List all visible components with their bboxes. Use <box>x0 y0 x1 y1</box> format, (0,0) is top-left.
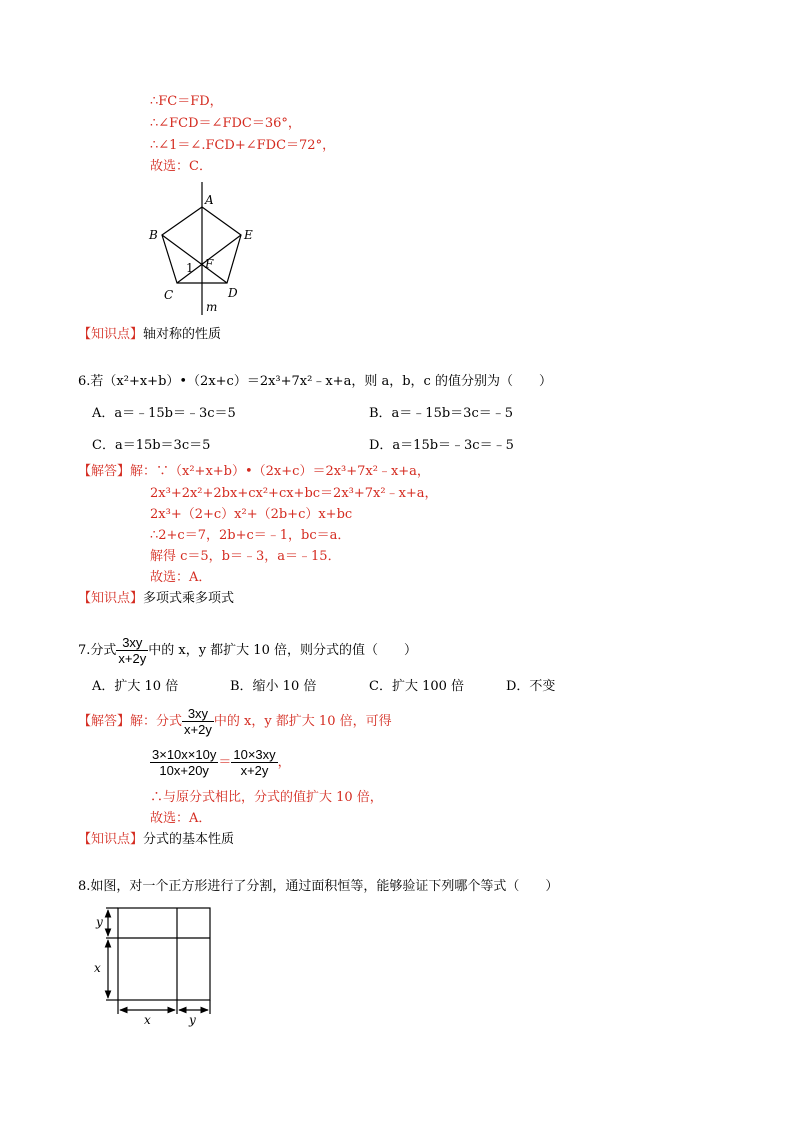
segment-bd <box>162 235 227 283</box>
sol5-line1: ∴FC＝FD， <box>150 94 223 109</box>
sol7-eq-left-fraction <box>150 747 218 778</box>
q7-stem <box>78 634 417 668</box>
q7-fraction-num: 3xy <box>116 635 148 651</box>
q6-option-c[interactable]: C．a＝15b＝3c＝5 <box>92 438 211 453</box>
q6-option-a[interactable]: A．a＝﹣15b＝﹣3c＝5 <box>92 406 236 421</box>
label-y-left: y <box>96 915 103 929</box>
q7-option-b[interactable]: B．缩小 10 倍 <box>230 679 317 694</box>
label-a: A <box>205 193 214 207</box>
sol7-tag: 【解答】 <box>78 714 131 729</box>
q6-stem: 6.若（x²+x+b）•（2x+c）＝2x³+7x²﹣x+a，则 a，b，c 的值分别为（ ） <box>78 374 552 389</box>
sol6-tag: 【解答】 <box>78 464 131 479</box>
kp7-text: 分式的基本性质 <box>143 832 235 847</box>
q7-fraction <box>116 635 148 666</box>
label-x-left: x <box>94 961 101 975</box>
q6-option-b[interactable]: B．a＝﹣15b＝3c＝﹣5 <box>369 406 513 421</box>
sol5-line2: ∴∠FCD＝∠FDC＝36°， <box>150 116 301 131</box>
sol6-line1 <box>78 463 430 481</box>
label-b: B <box>149 228 158 242</box>
sol7-fraction <box>182 706 214 737</box>
sol7-fraction-den: x+2y <box>184 722 212 737</box>
sol7-eq-sign: ＝ <box>218 755 232 770</box>
sol7-eq-comma: ， <box>277 755 291 770</box>
label-d: D <box>228 286 238 300</box>
label-e: E <box>244 228 253 242</box>
kp6-text: 多项式乘多项式 <box>143 591 235 606</box>
sol7-eq-right-num: 10×3xy <box>233 747 276 762</box>
sol7-eq-right-fraction <box>231 747 277 778</box>
sol7-eq-left-num: 3×10x×10y <box>152 747 217 762</box>
q7-option-c[interactable]: C．扩大 100 倍 <box>369 679 465 694</box>
sol7-equation <box>150 746 291 780</box>
kp7-line <box>78 831 234 849</box>
q7-fraction-den: x+2y <box>118 651 147 666</box>
label-x-bottom: x <box>144 1013 151 1027</box>
sol6-line6: 故选：A． <box>150 570 212 585</box>
label-y-bottom: y <box>189 1013 196 1027</box>
sol7-line1 <box>78 705 392 739</box>
sol5-line4: 故选：C． <box>150 159 212 174</box>
sol6-text1: 解：∵（x²+x+b）•（2x+c）＝2x³+7x²﹣x+a， <box>130 464 430 479</box>
q8-stem: 8.如图，对一个正方形进行了分割，通过面积恒等，能够验证下列哪个等式（ ） <box>78 879 559 894</box>
label-f: F <box>205 257 214 271</box>
kp5-line <box>78 326 221 344</box>
sol7-pre: 解：分式 <box>130 714 183 729</box>
sol6-line5: 解得 c＝5，b＝﹣3，a＝﹣15． <box>150 549 341 564</box>
sol7-line4: 故选：A． <box>150 811 212 826</box>
sol7-line3: ∴与原分式相比，分式的值扩大 10 倍， <box>150 790 383 805</box>
q7-post: 中的 x，y 都扩大 10 倍，则分式的值（ ） <box>148 643 417 658</box>
kp5-tag: 【知识点】 <box>78 327 144 342</box>
q7-option-a[interactable]: A．扩大 10 倍 <box>92 679 179 694</box>
kp6-tag: 【知识点】 <box>78 591 144 606</box>
q7-pre: 7.分式 <box>78 643 117 658</box>
sol5-line3: ∴∠1＝∠.FCD+∠FDC＝72°， <box>150 138 336 153</box>
label-angle-1: 1 <box>186 261 194 275</box>
label-m: m <box>206 300 218 314</box>
sol6-line3: 2x³+（2+c）x²+（2b+c）x+bc <box>150 507 353 522</box>
square-partition-figure <box>88 900 223 1028</box>
sol7-fraction-num: 3xy <box>182 706 214 722</box>
label-c: C <box>164 288 174 302</box>
kp6-line <box>78 590 234 608</box>
sol6-line2: 2x³+2x²+2bx+cx²+cx+bc＝2x³+7x²﹣x+a， <box>150 486 438 501</box>
sol7-post: 中的 x，y 都扩大 10 倍，可得 <box>213 714 392 729</box>
q6-option-d[interactable]: D．a＝15b＝﹣3c＝﹣5 <box>369 438 514 453</box>
kp5-text: 轴对称的性质 <box>143 327 222 342</box>
sol7-eq-left-den: 10x+20y <box>159 763 209 778</box>
q7-option-d[interactable]: D．不变 <box>506 679 556 694</box>
sol7-eq-right-den: x+2y <box>240 763 269 778</box>
sol6-line4: ∴2+c＝7，2b+c＝﹣1，bc＝a． <box>150 528 351 543</box>
kp7-tag: 【知识点】 <box>78 832 144 847</box>
outer-square <box>118 908 210 1000</box>
pentagon-figure <box>140 180 270 320</box>
